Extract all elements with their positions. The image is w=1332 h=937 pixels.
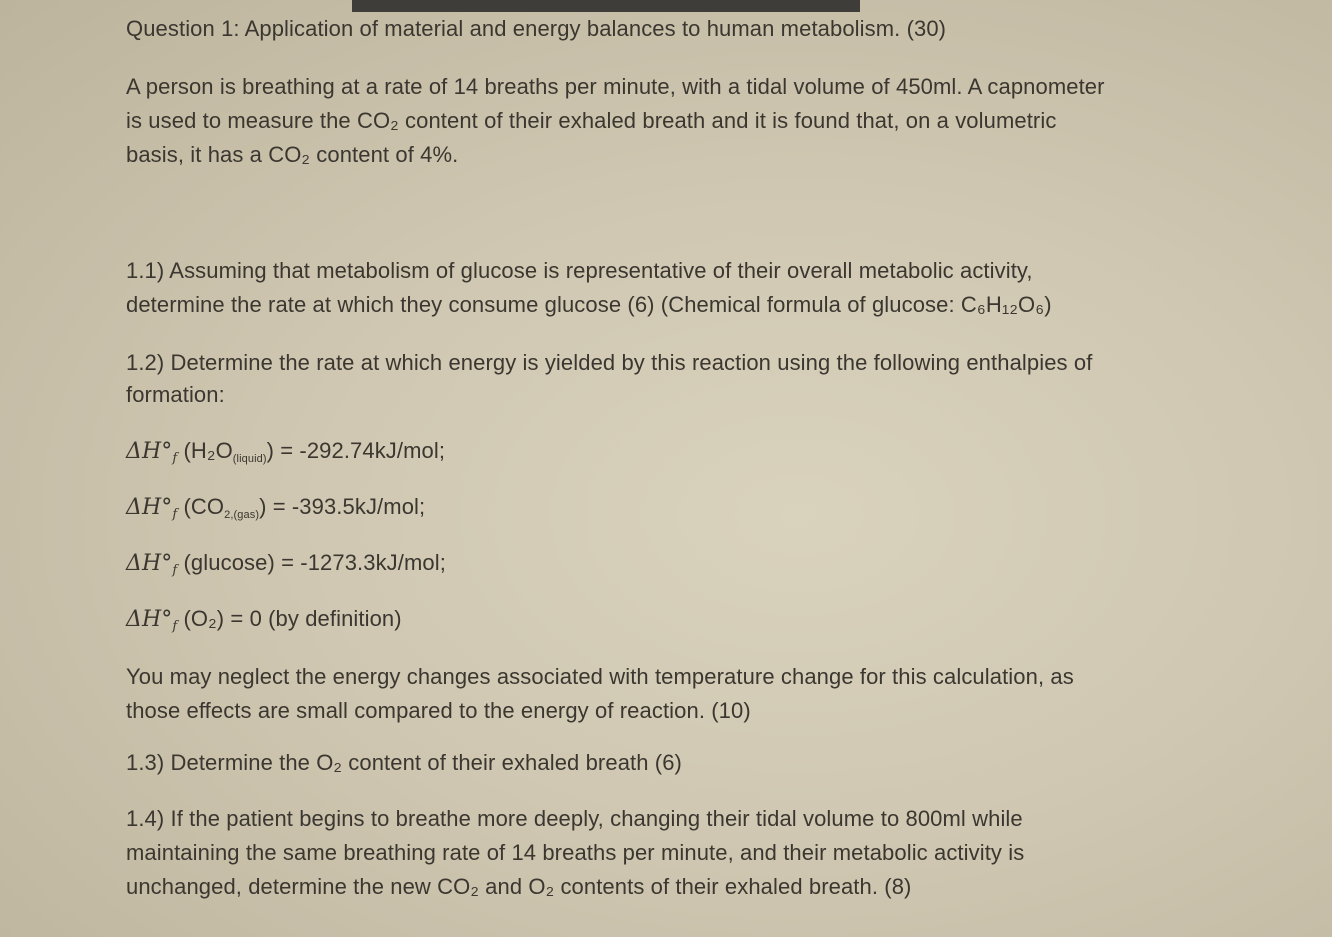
part-1-2-line-1: 1.2) Determine the rate at which energy is yielded by this reaction using the following enthalpies of (126, 350, 1093, 375)
co2-phase: 2,(gas) (224, 509, 260, 521)
formation-subscript: f (172, 563, 178, 578)
h2o-open: (H₂O (177, 438, 233, 463)
part-1-4-line-1: 1.4) If the patient begins to breathe more deeply, changing their tidal volume to 800ml while (126, 806, 1023, 831)
neglect-line-2: those effects are small compared to the energy of reaction. (10) (126, 698, 751, 723)
glucose-value: (glucose) = -1273.3kJ/mol; (177, 550, 446, 575)
h2o-phase: (liquid) (232, 453, 267, 465)
part-1-1-line-1: 1.1) Assuming that metabolism of glucose is representative of their overall metabolic activity, (126, 258, 1033, 283)
enthalpy-co2 (126, 494, 425, 520)
part-1-3: 1.3) Determine the O₂ content of their exhaled breath (6) (126, 750, 682, 775)
enthalpy-symbol: ΔH° (126, 495, 173, 520)
enthalpy-symbol: ΔH° (126, 439, 173, 464)
h2o-value: ) = -292.74kJ/mol; (266, 438, 446, 463)
co2-open: (CO (177, 494, 225, 519)
neglect-line-1: You may neglect the energy changes associated with temperature change for this calculation, as (126, 664, 1074, 689)
intro-line-2: is used to measure the CO₂ content of their exhaled breath and it is found that, on a volumetric (126, 108, 1057, 133)
enthalpy-symbol: ΔH° (126, 551, 173, 576)
enthalpy-o2 (126, 606, 402, 632)
formation-subscript: f (172, 619, 178, 634)
part-1-4-line-2: maintaining the same breathing rate of 14 breaths per minute, and their metabolic activity is (126, 840, 1025, 865)
part-1-1-line-2: determine the rate at which they consume glucose (6) (Chemical formula of glucose: C₆H₁₂O₆) (126, 292, 1052, 317)
part-1-4-line-3: unchanged, determine the new CO₂ and O₂ contents of their exhaled breath. (8) (126, 874, 912, 899)
intro-line-1: A person is breathing at a rate of 14 breaths per minute, with a tidal volume of 450ml. A capnometer (126, 74, 1105, 99)
o2-value: (O₂) = 0 (by definition) (177, 606, 402, 631)
intro-line-3: basis, it has a CO₂ content of 4%. (126, 142, 459, 167)
enthalpy-glucose (126, 550, 446, 576)
co2-value: ) = -393.5kJ/mol; (259, 494, 426, 519)
enthalpy-h2o (126, 438, 445, 464)
dark-top-edge (352, 0, 860, 12)
enthalpy-symbol: ΔH° (126, 607, 173, 632)
formation-subscript: f (172, 451, 178, 466)
part-1-2-line-2: formation: (126, 382, 225, 407)
formation-subscript: f (172, 507, 178, 522)
question-title: Question 1: Application of material and energy balances to human metabolism. (30) (126, 16, 947, 41)
